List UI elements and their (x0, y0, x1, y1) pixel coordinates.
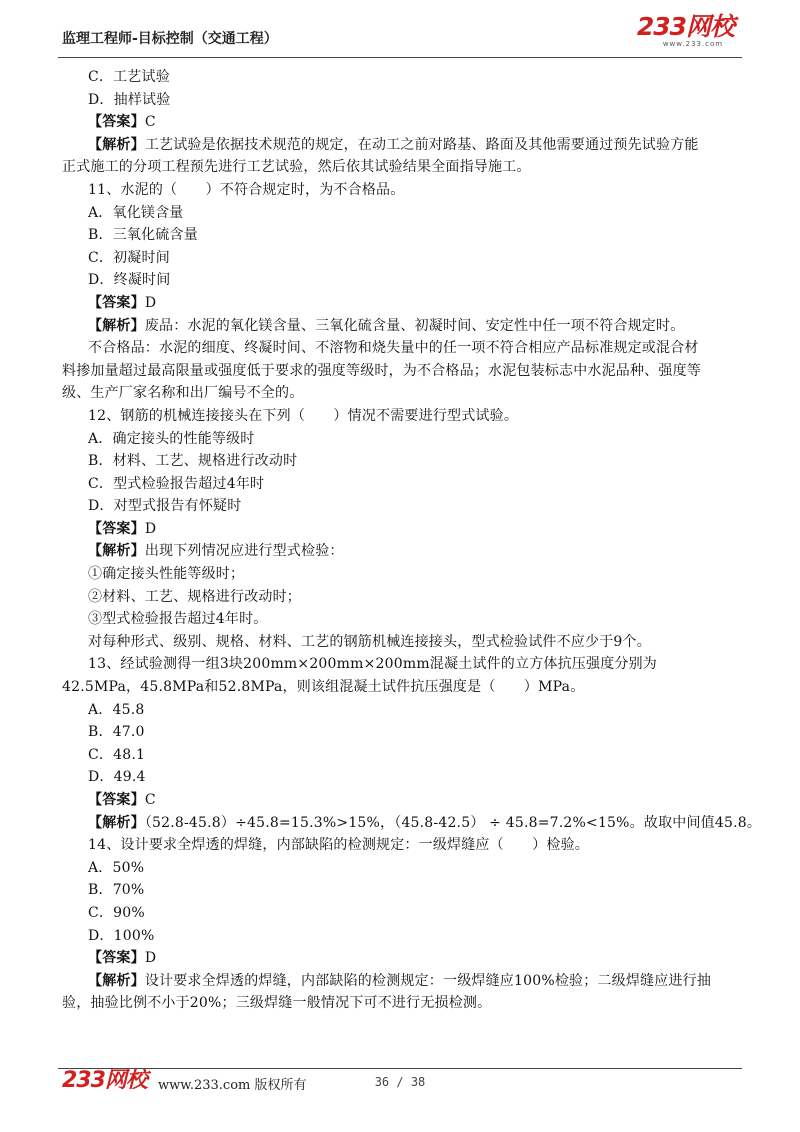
text-line (62, 405, 742, 428)
text-line (62, 337, 742, 360)
line-tag: 【解析】 (88, 317, 145, 334)
line-text: 12、钢筋的机械连接接头在下列（ ）情况不需要进行型式试验。 (88, 407, 519, 424)
line-text: 不合格品：水泥的细度、终凝时间、不溶物和烧失量中的任一项不符合相应产品标准规定或混合材 (88, 340, 699, 357)
text-line (62, 360, 742, 383)
text-line (62, 653, 742, 676)
line-tag: 【答案】 (88, 520, 145, 537)
text-line (62, 721, 742, 744)
text-line (62, 902, 742, 925)
line-text: （52.8-45.8）÷45.8=15.3%>15%，（45.8-42.5） ÷ 45.8=7.2%<15%。故取中间值45.8。 (144, 814, 762, 831)
line-text: D．100% (88, 927, 155, 944)
text-line (62, 89, 742, 112)
text-line (62, 156, 742, 179)
line-text: D (144, 294, 157, 311)
text-line (62, 586, 742, 609)
line-text: B．材料、工艺、规格进行改动时 (88, 453, 298, 470)
answer-line (62, 540, 742, 563)
text-line (62, 766, 742, 789)
line-text: 13、经试验测得一组3块200mm×200mm×200mm混凝土试件的立方体抗压强度分别为 (88, 656, 657, 673)
answer-line (62, 947, 742, 970)
answer-line (62, 518, 742, 541)
line-tag: 【答案】 (88, 294, 145, 311)
answer-line (62, 111, 742, 134)
line-tag: 【答案】 (88, 114, 145, 131)
line-text: D (144, 520, 157, 537)
text-line (62, 992, 742, 1015)
brand-logo[interactable] (637, 14, 734, 48)
line-text: 出现下列情况应进行型式检验： (144, 543, 344, 560)
header-divider (58, 57, 742, 58)
text-line (62, 202, 742, 225)
copyright-text: www.233.com 版权所有 (158, 1078, 307, 1093)
line-text: D (144, 950, 157, 967)
line-text: 级、生产厂家名称和出厂编号不全的。 (62, 385, 304, 402)
answer-line (62, 134, 742, 157)
line-text: D．终凝时间 (88, 272, 171, 289)
line-text: B．三氧化硫含量 (88, 227, 198, 244)
text-line (62, 247, 742, 270)
answer-line (62, 292, 742, 315)
document-body (62, 66, 762, 1015)
line-tag: 【解析】 (88, 136, 145, 153)
line-text: C (144, 114, 156, 131)
footer-divider (58, 1068, 742, 1069)
page-number: 36 / 38 (374, 1075, 426, 1089)
page-footer (0, 1060, 800, 1132)
text-line (62, 925, 742, 948)
line-text: C．初凝时间 (88, 249, 170, 266)
logo-text: 233网校 (636, 12, 734, 41)
line-text: 设计要求全焊透的焊缝，内部缺陷的检测规定：一级焊缝应100%检验；二级焊缝应进行抽 (144, 972, 712, 989)
text-line (62, 269, 742, 292)
logo-url: www.233.com (662, 40, 724, 48)
line-tag: 【解析】 (88, 972, 145, 989)
line-text: D．抽样试验 (88, 91, 171, 108)
line-text: C．工艺试验 (88, 69, 170, 85)
line-text: 对每种形式、级别、规格、材料、工艺的钢筋机械连接接头，型式检验试件不应少于9个。 (88, 633, 651, 650)
line-text: C．90% (88, 904, 145, 921)
answer-line (62, 970, 742, 993)
text-line (62, 857, 742, 880)
line-text: 14、设计要求全焊透的焊缝，内部缺陷的检测规定：一级焊缝应（ ）检验。 (88, 837, 590, 854)
line-text: ②材料、工艺、规格进行改动时； (88, 588, 301, 605)
text-line (62, 699, 742, 722)
text-line (62, 382, 742, 405)
line-text: ①确定接头性能等级时； (88, 566, 245, 583)
text-line (62, 179, 742, 202)
line-text: C (144, 792, 156, 808)
document-title: 监理工程师-目标控制（交通工程） (62, 31, 278, 47)
line-text: B．47.0 (88, 724, 145, 741)
text-line (62, 495, 742, 518)
line-text: A．氧化镁含量 (88, 204, 184, 221)
text-line (62, 676, 742, 699)
line-tag: 【解析】 (88, 814, 145, 831)
line-text: C．型式检验报告超过4年时 (88, 475, 265, 492)
text-line (62, 428, 742, 451)
line-text: 废品：水泥的氧化镁含量、三氧化硫含量、初凝时间、安定性中任一项不符合规定时。 (144, 317, 685, 334)
line-text: D．49.4 (88, 769, 146, 786)
text-line (62, 224, 742, 247)
text-line (62, 744, 742, 767)
line-tag: 【答案】 (88, 950, 145, 967)
text-line (62, 473, 742, 496)
line-text: 11、水泥的（ ）不符合规定时，为不合格品。 (88, 181, 405, 198)
line-text: 料掺加量超过最高限量或强度低于要求的强度等级时，为不合格品；水泥包装标志中水泥品种、强度等 (62, 362, 701, 379)
text-line (62, 66, 742, 89)
answer-line (62, 812, 762, 835)
answer-line (62, 789, 742, 812)
line-text: A．45.8 (88, 701, 145, 718)
line-tag: 【解析】 (88, 543, 145, 560)
line-text: 工艺试验是依据技术规范的规定，在动工之前对路基、路面及其他需要通过预先试验方能 (144, 136, 699, 153)
text-line (62, 450, 742, 473)
line-text: 42.5MPa，45.8MPa和52.8MPa，则该组混凝土试件抗压强度是（ ）MPa。 (62, 679, 585, 696)
line-text: A．确定接头的性能等级时 (88, 430, 255, 447)
text-line (62, 608, 742, 631)
text-line (62, 631, 742, 654)
line-tag: 【答案】 (88, 792, 145, 808)
line-text: B．70% (88, 882, 145, 899)
line-text: 正式施工的分项工程预先进行工艺试验，然后依其试验结果全面指导施工。 (62, 159, 531, 176)
text-line (62, 563, 742, 586)
line-text: A．50% (88, 859, 145, 876)
line-text: D．对型式报告有怀疑时 (88, 498, 242, 515)
line-text: 验，抽验比例不小于20%；三级焊缝一般情况下可不进行无损检测。 (62, 995, 492, 1012)
line-text: ③型式检验报告超过4年时。 (88, 611, 268, 628)
answer-line (62, 315, 742, 338)
page-header (0, 0, 800, 60)
footer-logo-text: 233网校 (62, 1068, 147, 1093)
text-line (62, 834, 742, 857)
line-text: C．48.1 (88, 746, 146, 763)
text-line (62, 879, 742, 902)
